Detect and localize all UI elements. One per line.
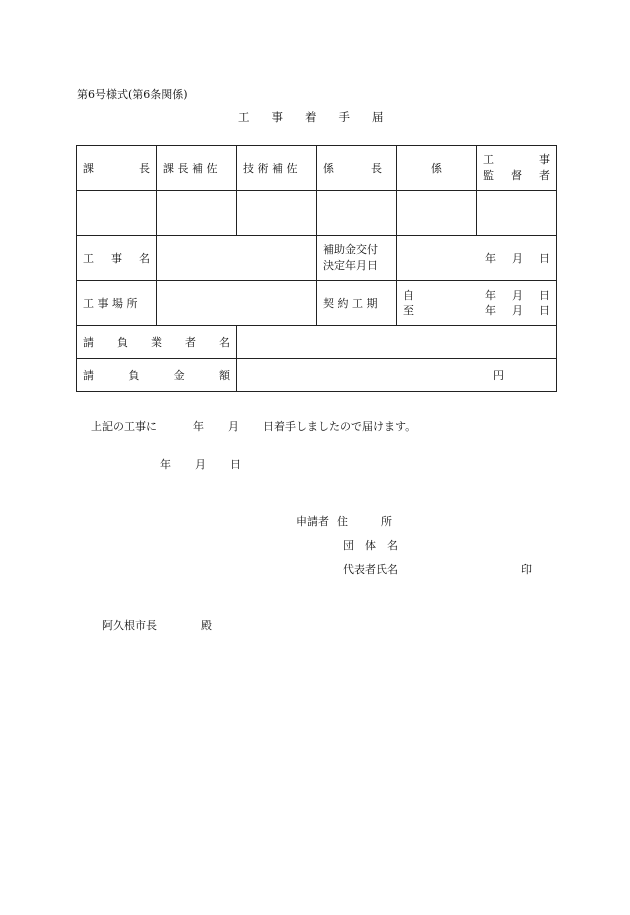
- yen-unit: 円: [493, 369, 504, 382]
- header-staff: 係: [397, 146, 477, 191]
- site-label: 工 事 場 所: [77, 281, 157, 326]
- site-field[interactable]: [157, 281, 317, 326]
- header-unit-chief: 係 長: [317, 146, 397, 191]
- project-name-label: 工 事 名: [77, 236, 157, 281]
- stamp-box[interactable]: [397, 191, 477, 236]
- header-technical-deputy: 技 術 補 佐: [237, 146, 317, 191]
- application-form-table: [76, 145, 557, 392]
- document-title: [238, 109, 384, 125]
- header-deputy-chief: 課 長 補 佐: [157, 146, 237, 191]
- notice-sentence: 上記の工事に 年 月 日着手しましたので届けます。: [91, 420, 417, 433]
- header-section-chief: 課 長: [77, 146, 157, 191]
- contract-period-field[interactable]: 自 年 月 日 至 年 月 日: [397, 281, 557, 326]
- stamp-box[interactable]: [77, 191, 157, 236]
- stamp-box[interactable]: [237, 191, 317, 236]
- stamp-box[interactable]: [317, 191, 397, 236]
- site-period-row: [77, 281, 557, 326]
- project-name-row: [77, 236, 557, 281]
- stamp-box[interactable]: [477, 191, 557, 236]
- applicant-label: 申請者: [296, 515, 329, 528]
- subsidy-date-label: 補助金交付 決定年月日: [317, 236, 397, 281]
- submission-date: 年 月 日: [160, 458, 241, 471]
- amount-field[interactable]: [237, 359, 557, 392]
- title-char: 手: [338, 110, 350, 124]
- approval-header-row: [77, 146, 557, 191]
- contractor-row: [77, 326, 557, 359]
- contractor-field[interactable]: [237, 326, 557, 359]
- contract-period-label: 契 約 工 期: [317, 281, 397, 326]
- project-name-field[interactable]: [157, 236, 317, 281]
- applicant-address-line: [296, 513, 392, 529]
- amount-row: [77, 359, 557, 392]
- contractor-label: 請 負 業 者 名: [77, 326, 237, 359]
- seal-mark: 印: [521, 563, 532, 576]
- applicant-group-label: 団 体 名: [343, 539, 398, 552]
- title-char: 工: [238, 110, 250, 124]
- form-number: 第6号様式(第6条関係): [77, 88, 188, 101]
- title-char: 事: [271, 110, 283, 124]
- header-supervisor: 工 事 監 督 者: [477, 146, 557, 191]
- amount-label: 請 負 金 額: [77, 359, 237, 392]
- title-char: 届: [372, 110, 384, 124]
- addressee: 阿久根市長 殿: [102, 619, 212, 632]
- stamp-box[interactable]: [157, 191, 237, 236]
- applicant-representative-label: 代表者氏名: [343, 563, 398, 576]
- approval-stamp-row: [77, 191, 557, 236]
- applicant-address-label: 住 所: [337, 515, 392, 528]
- title-char: 着: [305, 110, 317, 124]
- subsidy-date-field[interactable]: 年 月 日: [397, 236, 557, 281]
